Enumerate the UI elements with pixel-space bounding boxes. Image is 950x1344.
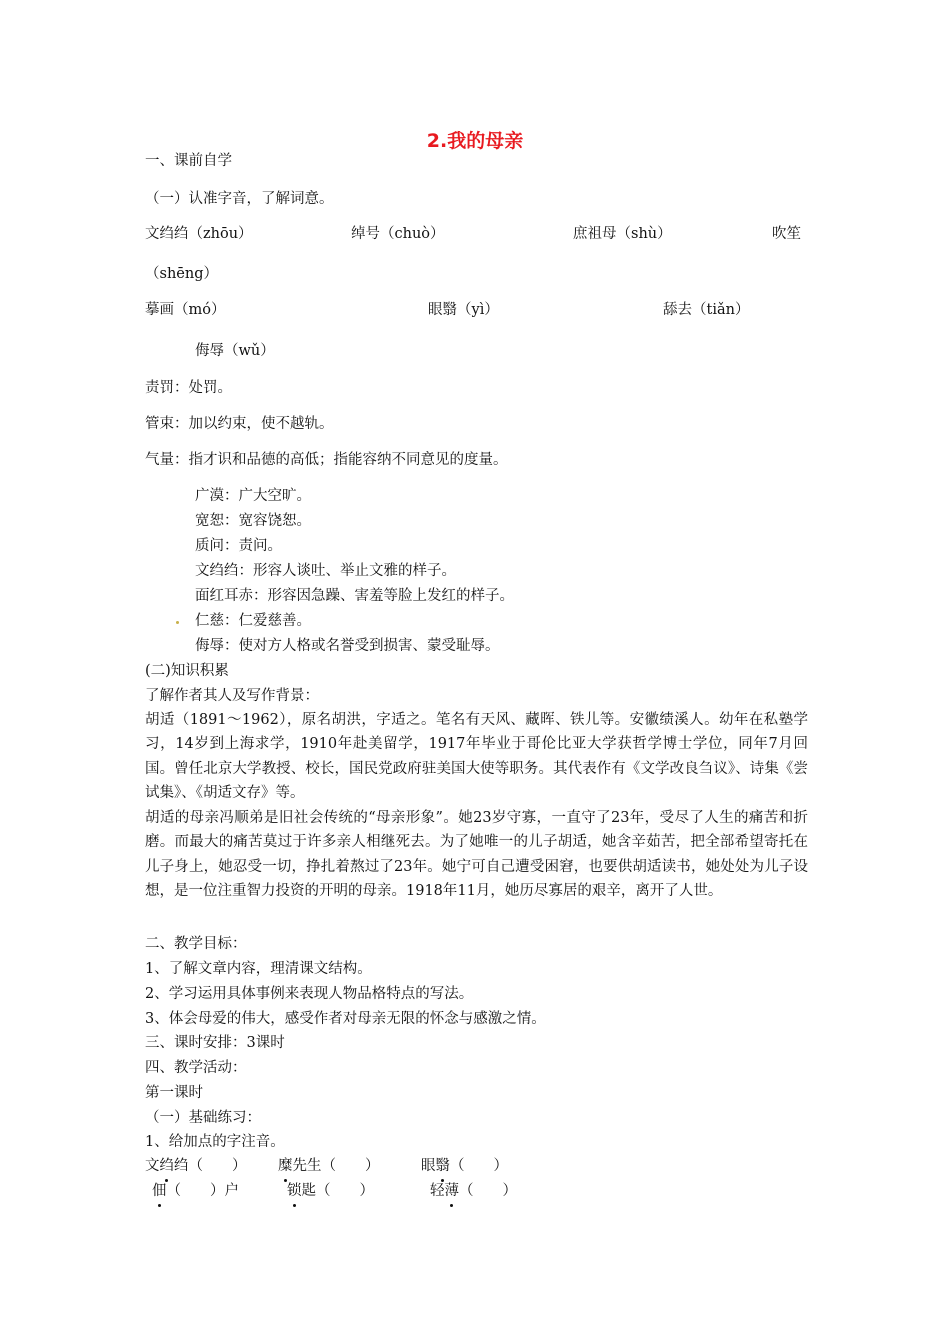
section3-heading: 三、课时安排：3课时 bbox=[145, 1035, 285, 1051]
pinyin-item: 庶祖母（shù） bbox=[573, 226, 672, 242]
exercise-text: （ ）户 bbox=[166, 1183, 239, 1199]
dotted-char: 佃 bbox=[152, 1183, 167, 1199]
exercise-text: 先生（ ） bbox=[292, 1158, 380, 1174]
pinyin-item: 绰号（chuò） bbox=[351, 226, 445, 242]
page-title: 2.我的母亲 bbox=[426, 130, 524, 152]
author-paragraph: 胡适（1891～1962），原名胡洪，字适之。笔名有天风、藏晖、铁儿等。安徽绩溪人。幼年在私塾学习，14岁到上海求学，1910年赴美留学，1917年毕业于哥伦比亚大学获哲学博士学位，同年7月回国。曾任北京大学教授、校长，国民党政府驻美国大使等职务。其代表作有《文学改良刍议》、诗集《尝试集》、《胡适文存》等。 bbox=[145, 712, 808, 802]
dotted-char: 翳 bbox=[435, 1158, 450, 1174]
section4-sub: （一）基础练习： bbox=[145, 1110, 261, 1126]
exercise-text: （ ） bbox=[450, 1158, 508, 1174]
definition: 侮辱：使对方人格或名誉受到损害、蒙受耻辱。 bbox=[195, 638, 500, 654]
definition: 气量：指才识和品德的高低；指能容纳不同意见的度量。 bbox=[145, 452, 508, 468]
exercise-text: 绉（ ） bbox=[174, 1158, 247, 1174]
margin-dot bbox=[176, 621, 179, 624]
objective-item: 3、体会母爱的伟大，感受作者对母亲无限的怀念与感激之情。 bbox=[145, 1011, 546, 1027]
definition: 文绉绉：形容人谈吐、举止文雅的样子。 bbox=[195, 563, 456, 579]
pinyin-item: 摹画（mó） bbox=[145, 302, 226, 318]
section2-heading: 二、教学目标： bbox=[145, 936, 247, 952]
dotted-char: 绉 bbox=[159, 1158, 174, 1174]
objective-item: 1、了解文章内容，理清课文结构。 bbox=[145, 961, 372, 977]
pinyin-item: 侮辱（wǔ） bbox=[195, 343, 275, 359]
pinyin-item: 眼翳（yì） bbox=[428, 302, 499, 318]
definition: 宽恕：宽容饶恕。 bbox=[195, 513, 311, 529]
exercise-item bbox=[421, 1156, 508, 1176]
exercise-text: 匙（ ） bbox=[301, 1183, 374, 1199]
exercise-item bbox=[430, 1181, 517, 1201]
section1-sub1: （一）认准字音，了解词意。 bbox=[145, 191, 334, 207]
lesson-label: 第一课时 bbox=[145, 1085, 203, 1101]
dotted-char: 锁 bbox=[287, 1183, 302, 1199]
pinyin-item: 吹笙 bbox=[772, 226, 801, 242]
exercise-item bbox=[145, 1156, 247, 1176]
exercise-item bbox=[278, 1156, 380, 1176]
dotted-char: 糜 bbox=[278, 1158, 293, 1174]
exercise-text: （ ） bbox=[459, 1183, 517, 1199]
dotted-char: 薄 bbox=[444, 1183, 459, 1199]
definition: 责罚：处罚。 bbox=[145, 380, 232, 396]
section1-heading: 一、课前自学 bbox=[145, 153, 232, 169]
definition: 管束：加以约束，使不越轨。 bbox=[145, 416, 334, 432]
exercise-item bbox=[287, 1181, 374, 1201]
exercise-text: 眼 bbox=[421, 1158, 436, 1174]
section4-heading: 四、教学活动： bbox=[145, 1060, 247, 1076]
pinyin-item: 舔去（tiǎn） bbox=[663, 302, 750, 318]
section1-sub2-intro: 了解作者其人及写作背景： bbox=[145, 688, 319, 704]
section1-sub2: (二)知识积累 bbox=[145, 663, 229, 679]
definition: 仁慈：仁爱慈善。 bbox=[195, 613, 311, 629]
definition: 质问：责问。 bbox=[195, 538, 282, 554]
objective-item: 2、学习运用具体事例来表现人物品格特点的写法。 bbox=[145, 986, 474, 1002]
definition: 面红耳赤：形容因急躁、害羞等脸上发红的样子。 bbox=[195, 588, 514, 604]
exercise-item bbox=[152, 1181, 239, 1201]
mother-paragraph: 胡适的母亲冯顺弟是旧社会传统的“母亲形象”。她23岁守寡，一直守了23年，受尽了人生的痛苦和折磨。而最大的痛苦莫过于许多亲人相继死去。为了她唯一的儿子胡适，她含辛茹苦，把全部希望寄托在儿子身上，她忍受一切，挣扎着熬过了23年。她宁可自己遭受困窘，也要供胡适读书，她处处为儿子设想，是一位注重智力投资的开明的母亲。1918年11月，她历尽寡居的艰辛，离开了人世。 bbox=[145, 810, 808, 900]
pinyin-item: （shēng） bbox=[145, 266, 218, 282]
pinyin-item: 文绉绉（zhōu） bbox=[145, 226, 253, 242]
exercise-task: 1、给加点的字注音。 bbox=[145, 1134, 285, 1150]
exercise-text: 文 bbox=[145, 1158, 160, 1174]
definition: 广漠：广大空旷。 bbox=[195, 488, 311, 504]
exercise-text: 轻 bbox=[430, 1183, 445, 1199]
